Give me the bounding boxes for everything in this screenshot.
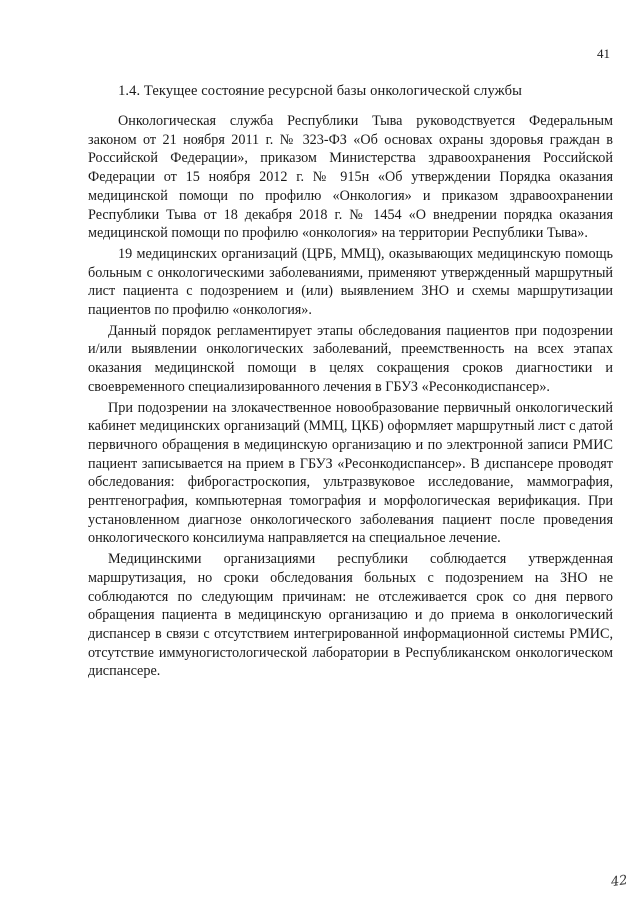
paragraph-suspicion-routing: При подозрении на злокачественное новообразование первичный онкологический кабинет медицинских организаций (ММЦ, ЦКБ) оформляет маршрутный лист с датой первичного обращения в медицинскую организацию и по электронной записи РМИС пациент записывается на прием в ГБУЗ «Ресонкодиспансер». В диспансере проводят обследования: фиброгастроскопия, ультразвуковое исследование, маммография, рентгенография, компьютерная томография и морфологическая верификация. При установленном диагнозе онкологического заболевания пациент после проведения онкологического консилиума направляется на специальное лечение. [88, 399, 613, 547]
section-heading: 1.4. Текущее состояние ресурсной базы онкологической службы [118, 83, 522, 99]
paragraph-medical-organizations: 19 медицинских организаций (ЦРБ, ММЦ), оказывающих медицинскую помощь больным с онкологическими заболеваниями, применяют утвержденный маршрутный лист пациента с подозрением и (или) выявлением ЗНО и схемы маршрутизации пациентов по профилю «онкология». [88, 245, 613, 319]
handwritten-page-number: 42 [610, 872, 629, 891]
paragraph-legal-basis: Онкологическая служба Республики Тыва руководствуется Федеральным законом от 21 ноября 2011 г. № 323-ФЗ «Об основах охраны здоровья граждан в Российской Федерации», приказом Министерства здравоохранения Российской Федерации от 15 ноября 2012 г. № 915н «Об утверждении Порядка оказания медицинской помощи по профилю «Онкология» и приказом здравоохранении Республики Тыва от 18 декабря 2018 г. № 1454 «О внедрении порядка оказания медицинской помощи по профилю «онкология» на территории Республики Тыва». [88, 113, 613, 242]
paragraph-routing-issues: Медицинскими организациями республики соблюдается утвержденная маршрутизация, но сроки обследования больных с подозрением на ЗНО не соблюдаются по следующим причинам: не отслеживается срок со дня первого обращения пациента в медицинскую организацию и до приема в онкологический диспансер в связи с отсутствием интегрированной информационной системы РМИС, отсутствие иммуногистологической лаборатории в Республиканском онкологическом диспансере. [88, 551, 613, 680]
paragraph-procedure: Данный порядок регламентирует этапы обследования пациентов при подозрении и/или выявлении онкологических заболеваний, преемственность на всех этапах оказания медицинской помощи в целях сокращения сроков диагностики и своевременного специализированного лечения в ГБУЗ «Ресонкодиспансер». [88, 322, 613, 395]
body-text [88, 112, 613, 683]
page-number: 41 [597, 46, 610, 61]
